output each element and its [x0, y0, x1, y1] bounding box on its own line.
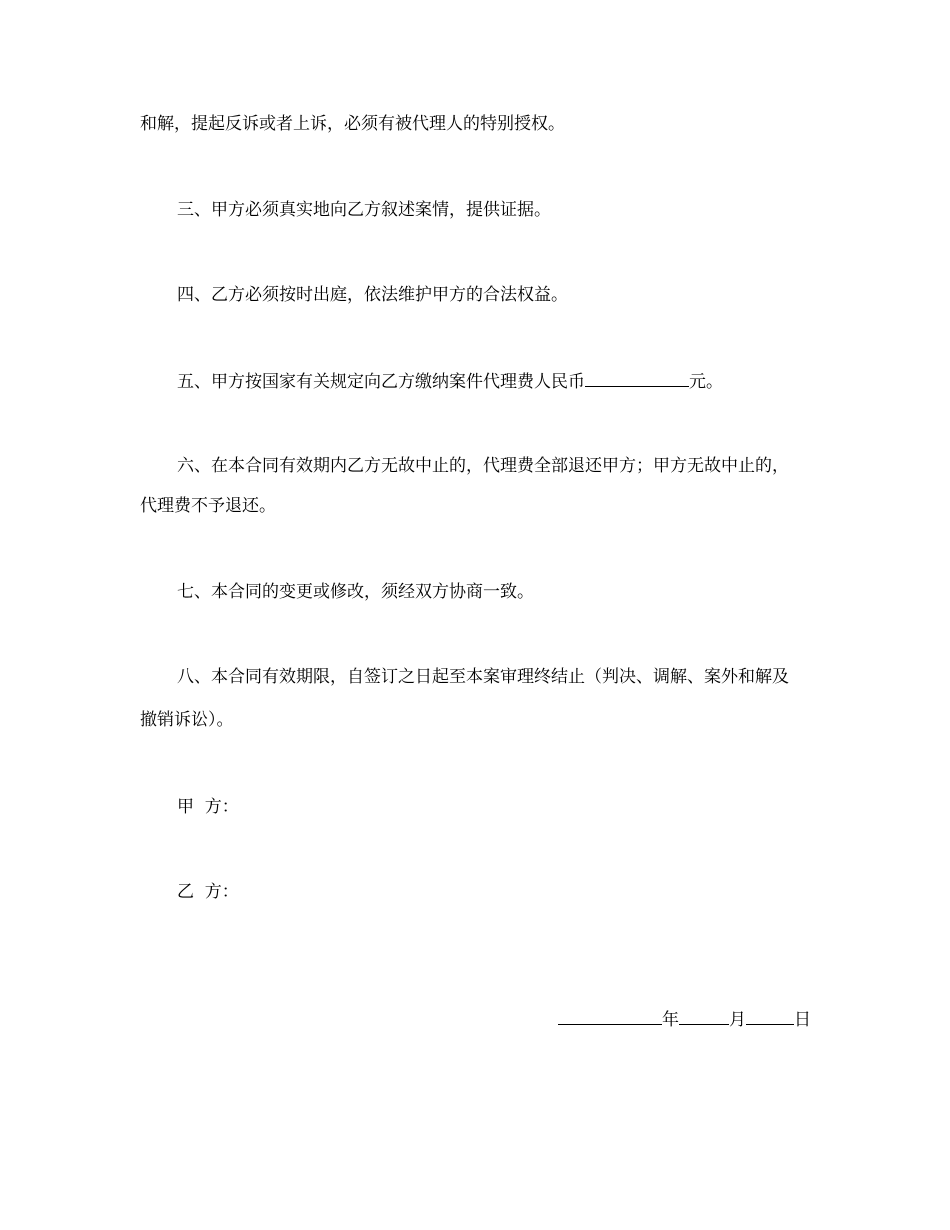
clause-8-line-1: 八、本合同有效期限，自签订之日起至本案审理终结止（判决、调解、案外和解及	[177, 667, 789, 687]
clause-5-text: 五、甲方按国家有关规定向乙方缴纳案件代理费人民币	[177, 372, 585, 392]
clause-5	[177, 370, 723, 392]
fee-amount-blank	[585, 370, 689, 387]
clause-3: 三、甲方必须真实地向乙方叙述案情，提供证据。	[177, 200, 551, 220]
party-b-signature: 乙 方：	[177, 882, 239, 902]
clause-7: 七、本合同的变更或修改，须经双方协商一致。	[177, 582, 534, 602]
signing-date	[558, 1008, 811, 1030]
month-label: 月	[729, 1010, 746, 1030]
day-label: 日	[794, 1010, 811, 1030]
year-blank	[558, 1008, 662, 1025]
paragraph-continuation: 和解，提起反诉或者上诉，必须有被代理人的特别授权。	[140, 114, 565, 134]
clause-6-line-1: 六、在本合同有效期内乙方无故中止的，代理费全部退还甲方；甲方无故中止的，	[177, 456, 789, 476]
year-label: 年	[662, 1010, 679, 1030]
month-blank	[679, 1008, 729, 1025]
clause-5-suffix: 元。	[689, 372, 723, 392]
party-a-signature: 甲 方：	[177, 797, 239, 817]
clause-8-line-2: 撤销诉讼）。	[140, 710, 234, 730]
clause-4: 四、乙方必须按时出庭，依法维护甲方的合法权益。	[177, 285, 568, 305]
day-blank	[746, 1008, 794, 1025]
clause-6-line-2: 代理费不予退还。	[140, 496, 276, 516]
